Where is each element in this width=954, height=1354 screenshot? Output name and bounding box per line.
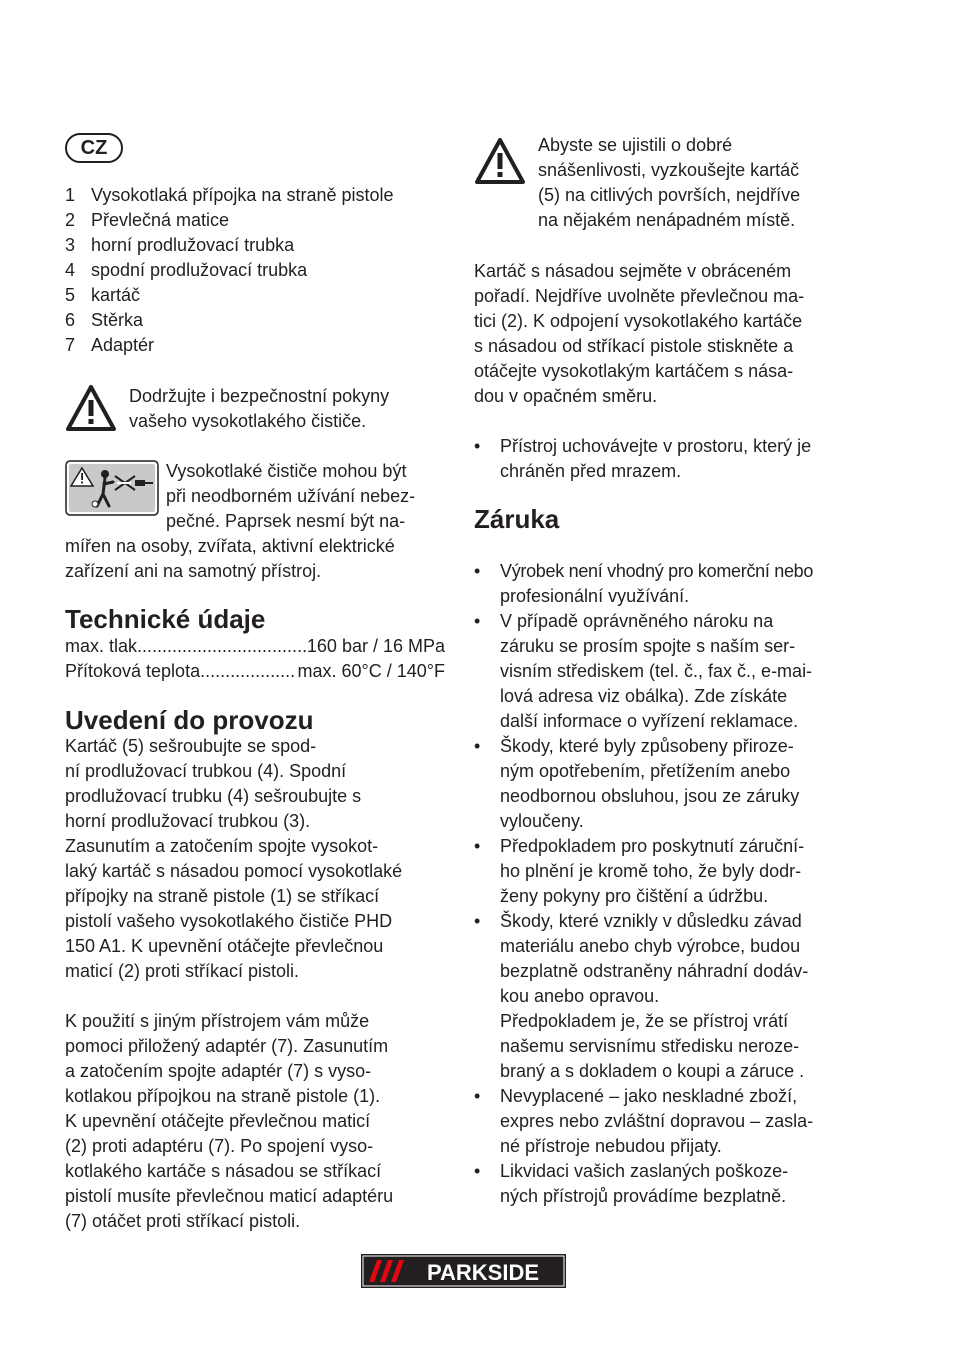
spec-row: max. tlak ..... 160 bar / 16 MPa — [65, 634, 445, 659]
safety-warning-text: Dodržujte i bezpečnostní pokyny vašeho vysokotlakého čističe. — [129, 386, 390, 431]
list-item: 2 Převlečná matice — [65, 210, 230, 230]
list-item: • Předpokladem pro poskytnutí záruční- ho plnění je kromě toho, že byly dodr- ženy pokyny pro čištění a údržbu. — [474, 834, 813, 909]
tolerance-warning — [474, 133, 869, 233]
list-item: 3 horní prodlužovací trubka — [65, 235, 295, 255]
tech-heading: Technické údaje — [65, 604, 266, 634]
storage-list — [474, 434, 811, 484]
safety-warning — [65, 384, 455, 436]
spec-row: Přítoková teplota ..... max. 60°C / 140°F — [65, 659, 445, 684]
list-item: • Výrobek není vhodný pro komerční nebo profesionální využívání. — [474, 559, 813, 609]
tolerance-warning-text: Abyste se ujistili o dobré snášenlivosti, vyzkoušejte kartáč (5) na citlivých površích, nejdříve na nějakém nenápadném místě. — [538, 135, 801, 230]
parkside-logo — [361, 1254, 566, 1288]
list-item: 7 Adaptér — [65, 335, 155, 355]
spray-hazard-icon — [65, 460, 159, 516]
list-item: • Nevyplacené – jako neskladné zboží, expres nebo zvláštní dopravou – zasla- né přístroje nebudou přijaty. — [474, 1084, 813, 1159]
commissioning-paragraph-2: K použití s jiným přístrojem vám může pomoci přiložený adaptér (7). Zasunutím a zatočením spojte adaptér (7) s vyso- kotlakou přípojkou na straně pistole (1). K upevnění otáčejte převlečnou maticí (2) proti adaptéru (7). Po spojení vyso- kotlakého kartáče s násadou se stříkací pistolí musíte převlečnou maticí adaptéru (7) otáčet proti stříkací pistoli. — [65, 1011, 394, 1231]
list-item: • Přístroj uchovávejte v prostoru, který je chráněn před mrazem. — [474, 434, 811, 484]
warning-triangle-icon — [65, 384, 117, 432]
list-item: • Likvidaci vašich zaslaných poškoze- ných přístrojů provádíme bezplatně. — [474, 1159, 813, 1209]
language-badge: CZ — [65, 133, 123, 163]
warranty-heading: Záruka — [474, 504, 560, 534]
removal-paragraph: Kartáč s násadou sejměte v obráceném pořadí. Nejdříve uvolněte převlečnou ma- tici (2). K odpojení vysokotlakého kartáče s násadou od stříkací pistole stiskněte a otáčejte vysokotlakým kartáčem s nása- dou v opačném směru. — [474, 261, 805, 406]
spray-warning — [65, 459, 455, 584]
list-item: • Škody, které vznikly v důsledku závad materiálu anebo chyb výrobce, budou bezplatně odstraněny náhradní dodáv- kou anebo opravou. Předpokladem je, že se přístroj vrátí našemu servisnímu středisku neroze- braný a s dokladem o koupi a záruce . — [474, 909, 813, 1084]
spray-warning-side-text: Vysokotlaké čističe mohou být při neodborném užívání nebez- pečné. Paprsek nesmí být na- — [166, 461, 416, 531]
list-item: • V případě oprávněného nároku na záruku se prosím spojte s naším ser- visním střediskem (tel. č., fax č., e-mai- lová adresa viz obálka). Zde získáte další informace o vyřízení reklamace. — [474, 609, 813, 734]
list-item: 4 spodní prodlužovací trubka — [65, 260, 308, 280]
parts-list — [65, 183, 394, 358]
warning-triangle-icon — [474, 137, 526, 185]
commissioning-heading: Uvedení do provozu — [65, 705, 314, 735]
warranty-list — [474, 559, 813, 1209]
list-item: • Škody, které byly způsobeny přiroze- ným opotřebením, přetížením anebo neodbornou obsluhou, jsou ze záruky vyloučeny. — [474, 734, 813, 834]
spec-table — [65, 634, 445, 684]
list-item: 1 Vysokotlaká přípojka na straně pistole — [65, 185, 394, 205]
svg-text:PARKSIDE: PARKSIDE — [426, 1260, 540, 1285]
commissioning-paragraph-1: Kartáč (5) sešroubujte se spod- ní prodlužovací trubkou (4). Spodní prodlužovací trubku (4) sešroubujte s horní prodlužovací trubkou (3). Zasunutím a zatočením spojte vysokot- laký kartáč s násadou pomocí vysokotlaké přípojky na straně pistole (1) se stříkací pistolí vašeho vysokotlakého čističe PHD 150 A1. K upevnění otáčejte převlečnou maticí (2) proti stříkací pistoli. — [65, 736, 403, 981]
list-item: 6 Stěrka — [65, 310, 144, 330]
list-item: 5 kartáč — [65, 285, 141, 305]
spray-warning-full-text: mířen na osoby, zvířata, aktivní elektrické zařízení ani na samotný přístroj. — [65, 536, 395, 581]
